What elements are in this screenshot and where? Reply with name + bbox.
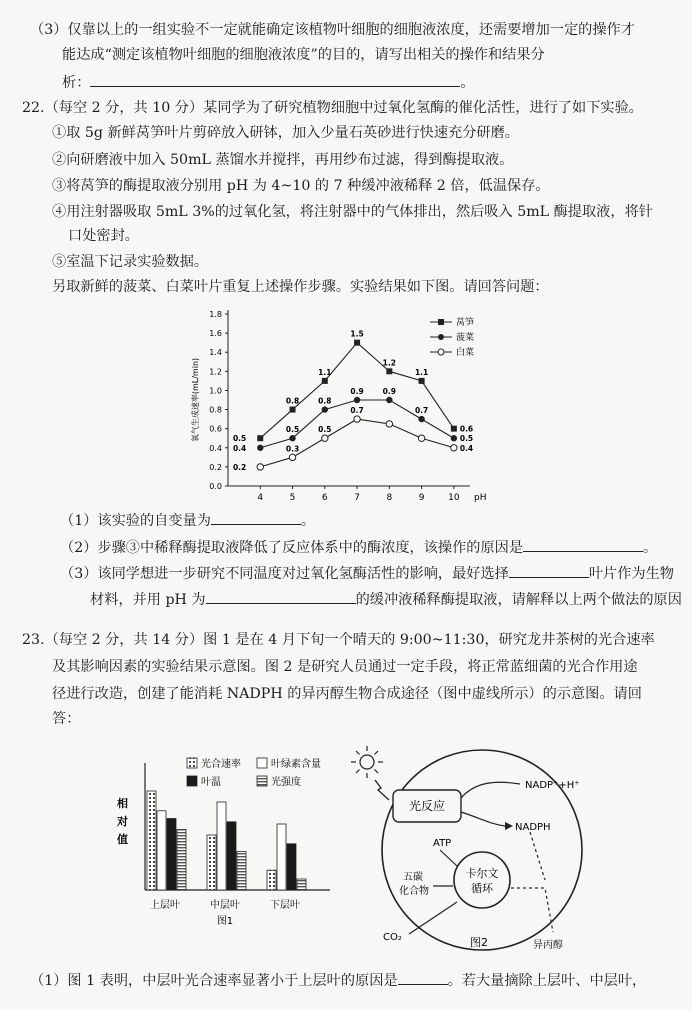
bar-0-2 (167, 819, 176, 891)
q22-sub3 (60, 563, 674, 584)
nadp-arrow (461, 782, 520, 798)
bar-0-1 (157, 811, 166, 890)
isopropanol-label: 异丙醇 (533, 940, 563, 951)
x-tick-label: 5 (289, 493, 296, 503)
c5-label-2: 化合物 (399, 886, 429, 897)
legend-label: 白菜 (456, 348, 475, 358)
q21-3-line3 (62, 72, 475, 93)
nadph-consume-dashed (530, 832, 545, 880)
y-label-char: 对 (117, 815, 128, 828)
y-label-char: 相 (117, 797, 128, 810)
data-label: 0.9 (350, 387, 364, 396)
answer-blank[interactable] (206, 589, 356, 604)
q23-sub1-end: 。若大量摘除上层叶、中层叶， (447, 973, 647, 989)
bar-0-3 (177, 830, 186, 891)
y-tick-label: 0.2 (209, 462, 222, 472)
y-tick-label: 1.4 (209, 348, 222, 358)
bar-1-0 (207, 835, 216, 890)
y-tick-label: 1.8 (209, 310, 222, 319)
q22-sub2-text: （2）步骤③中稀释酶提取液降低了反应体系中的酶浓度，该操作的原因是 (60, 540, 524, 556)
q23-sub1-text: （1）图 1 表明，中层叶光合速率显著小于上层叶的原因是 (30, 973, 398, 989)
data-label: 0.4 (459, 443, 474, 453)
y-tick-label: 0.6 (209, 424, 222, 434)
light-arrow-icon (375, 780, 389, 800)
figure-2-caption: 图2 (470, 936, 488, 949)
legend-swatch (187, 758, 197, 768)
x-tick-label: 4 (257, 493, 264, 503)
q22-sub2 (60, 537, 657, 558)
legend-marker (438, 334, 444, 340)
data-label: 0.7 (350, 406, 364, 416)
data-label: 1.1 (414, 367, 429, 377)
q22-step-1: ①取 5g 新鲜莴笋叶片剪碎放入研钵，加入少量石英砂进行快速充分研磨。 (52, 125, 519, 141)
bar-2-0 (267, 870, 276, 890)
bar-2-1 (277, 824, 286, 890)
point-open-circle (386, 421, 392, 427)
legend-marker (438, 349, 444, 355)
point-filled-circle (257, 445, 263, 451)
answer-blank[interactable] (398, 970, 448, 985)
nadph-arrow (461, 812, 505, 826)
data-label: 1.2 (382, 358, 396, 368)
legend-label: 光强度 (271, 777, 301, 788)
figure-1-caption: 图1 (216, 916, 234, 927)
y-axis-title: 氧气生成速率(mL/min) (191, 357, 200, 443)
q22-sub3-text-c: 材料，并用 pH 为 (90, 592, 206, 608)
legend-label: 叶温 (201, 777, 221, 788)
x-tick-label: 7 (354, 493, 360, 503)
q22-sub3-text-b: 叶片作为生物 (588, 566, 674, 582)
group-label: 中层叶 (210, 900, 240, 911)
atp-arrow (440, 850, 457, 866)
point-open-circle (322, 435, 328, 441)
figure-1-bar-chart (105, 745, 345, 945)
data-label: 0.2 (232, 462, 247, 472)
q22-sub1 (60, 510, 315, 531)
q23-sub1 (30, 970, 646, 991)
point-square (451, 426, 457, 432)
point-filled-circle (386, 397, 392, 403)
bar-1-3 (237, 852, 246, 891)
legend-marker (438, 319, 444, 325)
y-tick-label: 1.6 (209, 329, 222, 339)
point-filled-circle (354, 397, 360, 403)
legend-label: 光合速率 (201, 759, 241, 770)
x-axis-title: pH (474, 493, 487, 503)
q22-sub3-cont (90, 589, 682, 610)
bar-2-2 (287, 844, 296, 890)
data-label: 0.7 (414, 406, 429, 416)
data-label: 0.6 (459, 424, 474, 434)
data-label: 0.5 (318, 425, 332, 435)
point-square (257, 435, 263, 441)
q22-step-4-cont: 口处密封。 (68, 228, 139, 244)
period: 。 (643, 540, 658, 556)
point-open-circle (257, 464, 263, 470)
figure-2-pathway-diagram (345, 740, 615, 960)
bar-0-0 (147, 791, 156, 890)
answer-blank[interactable] (90, 72, 460, 87)
data-label: 0.8 (285, 396, 300, 406)
data-label: 0.5 (285, 425, 300, 435)
bar-2-3 (297, 879, 306, 890)
data-label: 0.3 (285, 444, 300, 454)
co2-label: CO₂ (383, 932, 402, 943)
q22-sub3-text-d: 的缓冲液稀释酶提取液，请解释以上两个做法的原因 (355, 592, 682, 608)
legend-label: 叶绿素含量 (271, 759, 321, 770)
calvin-cycle (454, 852, 510, 908)
x-tick-label: 9 (418, 493, 425, 503)
point-open-circle (451, 445, 457, 451)
x-tick-label: 6 (321, 493, 328, 503)
data-label: 0.5 (459, 434, 474, 444)
arrowhead-icon (505, 822, 513, 830)
y-tick-label: 0.4 (209, 443, 222, 453)
point-square (419, 378, 425, 384)
point-open-circle (418, 435, 424, 441)
q22-step-5: ⑤室温下记录实验数据。 (52, 254, 209, 270)
data-label: 0.5 (232, 434, 247, 444)
y-tick-label: 1.0 (209, 386, 222, 396)
y-tick-label: 1.2 (209, 367, 222, 377)
answer-blank[interactable] (523, 537, 643, 552)
legend-label: 菠菜 (456, 333, 475, 343)
q22-step-4: ④用注射器吸取 5mL 3%的过氧化氢，将注射器中的气体排出，然后吸入 5mL 酶提取液，将针 (52, 204, 653, 220)
nadph-label: NADPH (515, 822, 551, 833)
q22-step-3: ③将莴笋的酶提取液分别用 pH 为 4~10 的 7 种缓冲液稀释 2 倍，低温保存。 (52, 178, 550, 194)
y-label-char: 值 (117, 833, 128, 846)
point-filled-circle (322, 406, 328, 412)
legend-swatch (187, 776, 197, 786)
q21-3-line2: 能达成“测定该植物叶细胞的细胞液浓度”的目的，请写出相关的操作和结果分 (62, 47, 545, 63)
q21-3-line1: （3）仅靠以上的一组实验不一定就能确定该植物叶细胞的细胞液浓度，还需要增加一定的操作才 (30, 22, 635, 38)
bar-1-2 (227, 822, 236, 890)
point-square (322, 378, 328, 384)
q22-extra: 另取新鲜的菠菜、白菜叶片重复上述操作步骤。实验结果如下图。请回答问题： (52, 279, 549, 295)
x-tick-label: 10 (448, 493, 460, 503)
point-square (290, 407, 296, 413)
q23-line3: 径进行改造，创建了能消耗 NADPH 的异丙醇生物合成途径（图中虚线所示）的示意图。请回 (52, 686, 642, 702)
bar-1-1 (217, 802, 226, 890)
nadp-label: NADP⁺+H⁺ (525, 780, 580, 791)
legend-label: 莴笋 (456, 318, 475, 328)
atp-label: ATP (433, 838, 452, 849)
c5-label-1: 五碳 (403, 872, 423, 883)
q22-sub3-text-a: （3）该同学想进一步研究不同温度对过氧化氢酶活性的影响，最好选择 (60, 566, 509, 582)
q23-line1: 23.（每空 2 分，共 14 分）图 1 是在 4 月下旬一个晴天的 9:00~11:30，研究龙井茶树的光合速率 (22, 632, 655, 648)
point-square (354, 340, 360, 346)
x-tick-label: 8 (386, 493, 393, 503)
enzyme-activity-chart (180, 300, 510, 510)
point-square (386, 368, 392, 374)
answer-blank[interactable] (509, 563, 589, 578)
data-label: 1.5 (350, 329, 364, 339)
q23-line4: 答： (52, 711, 81, 727)
sun-icon (351, 746, 383, 778)
point-filled-circle (289, 435, 295, 441)
co2-arrow (409, 902, 457, 934)
legend-swatch (257, 776, 267, 786)
q21-3-label: 析： (62, 75, 91, 91)
group-label: 上层叶 (150, 900, 180, 911)
group-label: 下层叶 (270, 900, 300, 911)
data-label: 0.9 (382, 387, 396, 396)
light-reaction-label: 光反应 (408, 799, 446, 813)
period: 。 (460, 75, 475, 91)
period: 。 (300, 513, 316, 529)
legend-swatch (257, 758, 267, 768)
point-open-circle (289, 454, 295, 460)
q22-head: 22.（每空 2 分，共 10 分）某同学为了研究植物细胞中过氧化氢酶的催化活性，进行了如下实验。 (22, 100, 643, 116)
y-tick-label: 0.8 (209, 405, 222, 415)
data-label: 0.8 (318, 396, 332, 406)
q22-sub1-text: （1）该实验的自变量为 (60, 513, 211, 529)
data-label: 1.1 (318, 367, 332, 377)
calvin-label-2: 循环 (471, 882, 493, 895)
point-filled-circle (418, 416, 424, 422)
y-tick-label: 0.0 (209, 482, 222, 491)
point-filled-circle (451, 435, 457, 441)
calvin-label-1: 卡尔文 (465, 867, 499, 880)
point-open-circle (354, 416, 360, 422)
q23-line2: 及其影响因素的实验结果示意图。图 2 是研究人员通过一定手段，将正常蓝细菌的光合作用途 (52, 659, 638, 675)
data-label: 0.4 (232, 443, 247, 453)
answer-blank[interactable] (211, 510, 301, 525)
q22-step-2: ②向研磨液中加入 50mL 蒸馏水并搅拌，再用纱布过滤，得到酶提取液。 (52, 152, 514, 168)
